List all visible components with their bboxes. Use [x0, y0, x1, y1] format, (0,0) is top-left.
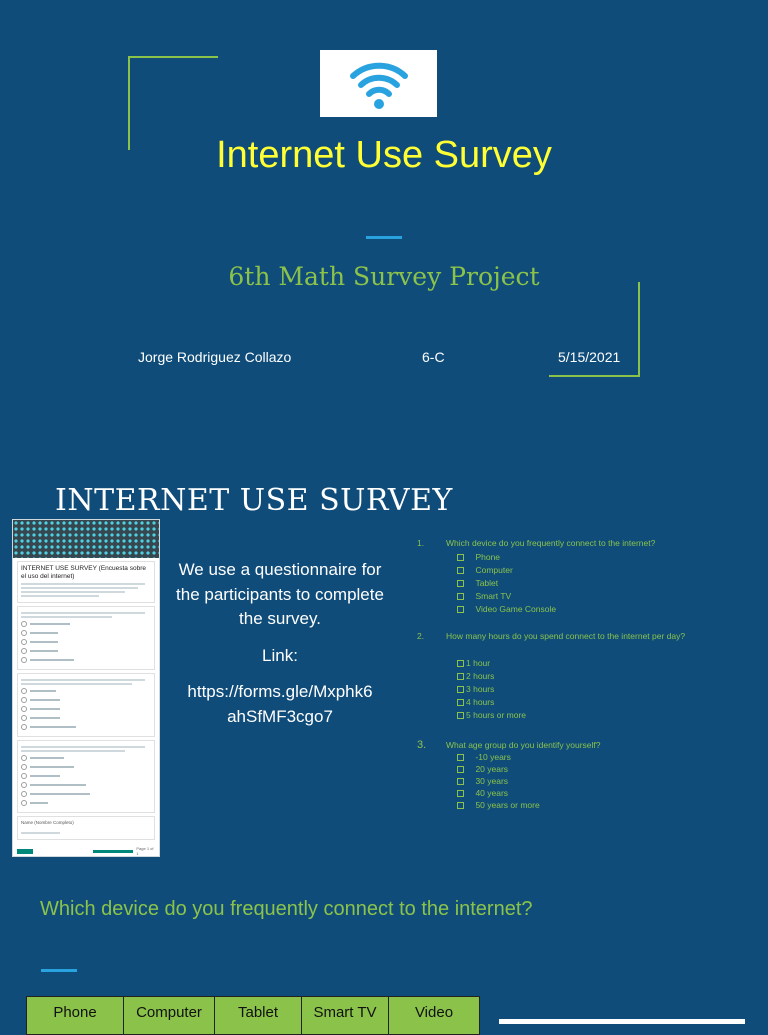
form-question-card — [17, 740, 155, 813]
wifi-icon — [349, 56, 409, 112]
table-header-cell: Computer — [124, 997, 215, 1035]
question-1-option: Tablet — [457, 578, 498, 588]
divider-dash — [366, 236, 402, 239]
question-3-option: 50 years or more — [457, 800, 540, 810]
page-subtitle: 6th Math Survey Project — [228, 262, 540, 291]
survey-description-block — [175, 558, 385, 729]
form-question-card — [17, 673, 155, 737]
class-label: 6-C — [422, 349, 445, 365]
divider-dash — [41, 969, 77, 972]
table-header-cell: Tablet — [215, 997, 302, 1035]
table-header-row — [27, 997, 480, 1035]
corner-decoration-bottom-right — [549, 375, 640, 377]
form-footer — [13, 846, 159, 856]
corner-decoration-top-left — [128, 56, 218, 58]
date-label: 5/15/2021 — [558, 349, 621, 365]
form-title-card — [17, 561, 155, 603]
form-header-banner — [13, 520, 159, 558]
question-1: 1. Which device do you frequently connect to the internet? — [417, 538, 656, 548]
question-1-option: Smart TV — [457, 591, 511, 601]
form-page-indicator: Page 1 of 1 — [136, 846, 154, 856]
question-2-option: 4 hours — [457, 697, 494, 707]
question-1-option: Video Game Console — [457, 604, 556, 614]
google-form-screenshot — [12, 519, 160, 857]
corner-decoration-bottom-right-vertical — [638, 282, 640, 377]
question-3-option: -10 years — [457, 752, 511, 762]
link-label: Link: — [262, 645, 298, 665]
question-1-option: Computer — [457, 565, 513, 575]
white-panel-edge — [499, 1019, 745, 1024]
form-progress-bar — [93, 850, 133, 853]
question-3-option: 30 years — [457, 776, 508, 786]
question-2-option: 2 hours — [457, 671, 494, 681]
survey-section-title: INTERNET USE SURVEY — [55, 483, 453, 518]
page-title: Internet Use Survey — [216, 134, 552, 176]
question-2-option: 5 hours or more — [457, 710, 526, 720]
question-2: 2. How many hours do you spend connect to the internet per day? — [417, 631, 686, 641]
question-3-option: 20 years — [457, 764, 508, 774]
table-header-cell: Phone — [27, 997, 124, 1035]
question-3-option: 40 years — [457, 788, 508, 798]
results-section-title: Which device do you frequently connect to the internet? — [40, 898, 533, 920]
form-name-label: Name (Nombre Completo) — [21, 820, 74, 825]
survey-link[interactable]: https://forms.gle/Mxphk6ahSfMF3cgo7 — [187, 682, 373, 726]
form-title: INTERNET USE SURVEY (Encuesta sobre el uso del internet) — [21, 565, 146, 580]
survey-description: We use a questionnaire for the participants to complete the survey. — [176, 560, 384, 628]
form-question-card — [17, 606, 155, 670]
question-2-option: 1 hour — [457, 658, 490, 668]
question-3: 3. What age group do you identify yourself? — [417, 739, 601, 751]
table-header-cell: Video — [389, 997, 480, 1035]
wifi-logo — [320, 50, 437, 117]
device-results-table — [26, 996, 480, 1035]
table-header-cell: Smart TV — [302, 997, 389, 1035]
form-name-card — [17, 816, 155, 840]
question-2-option: 3 hours — [457, 684, 494, 694]
question-1-option: Phone — [457, 552, 500, 562]
form-submit-button — [17, 849, 33, 854]
author-name: Jorge Rodriguez Collazo — [138, 349, 292, 365]
